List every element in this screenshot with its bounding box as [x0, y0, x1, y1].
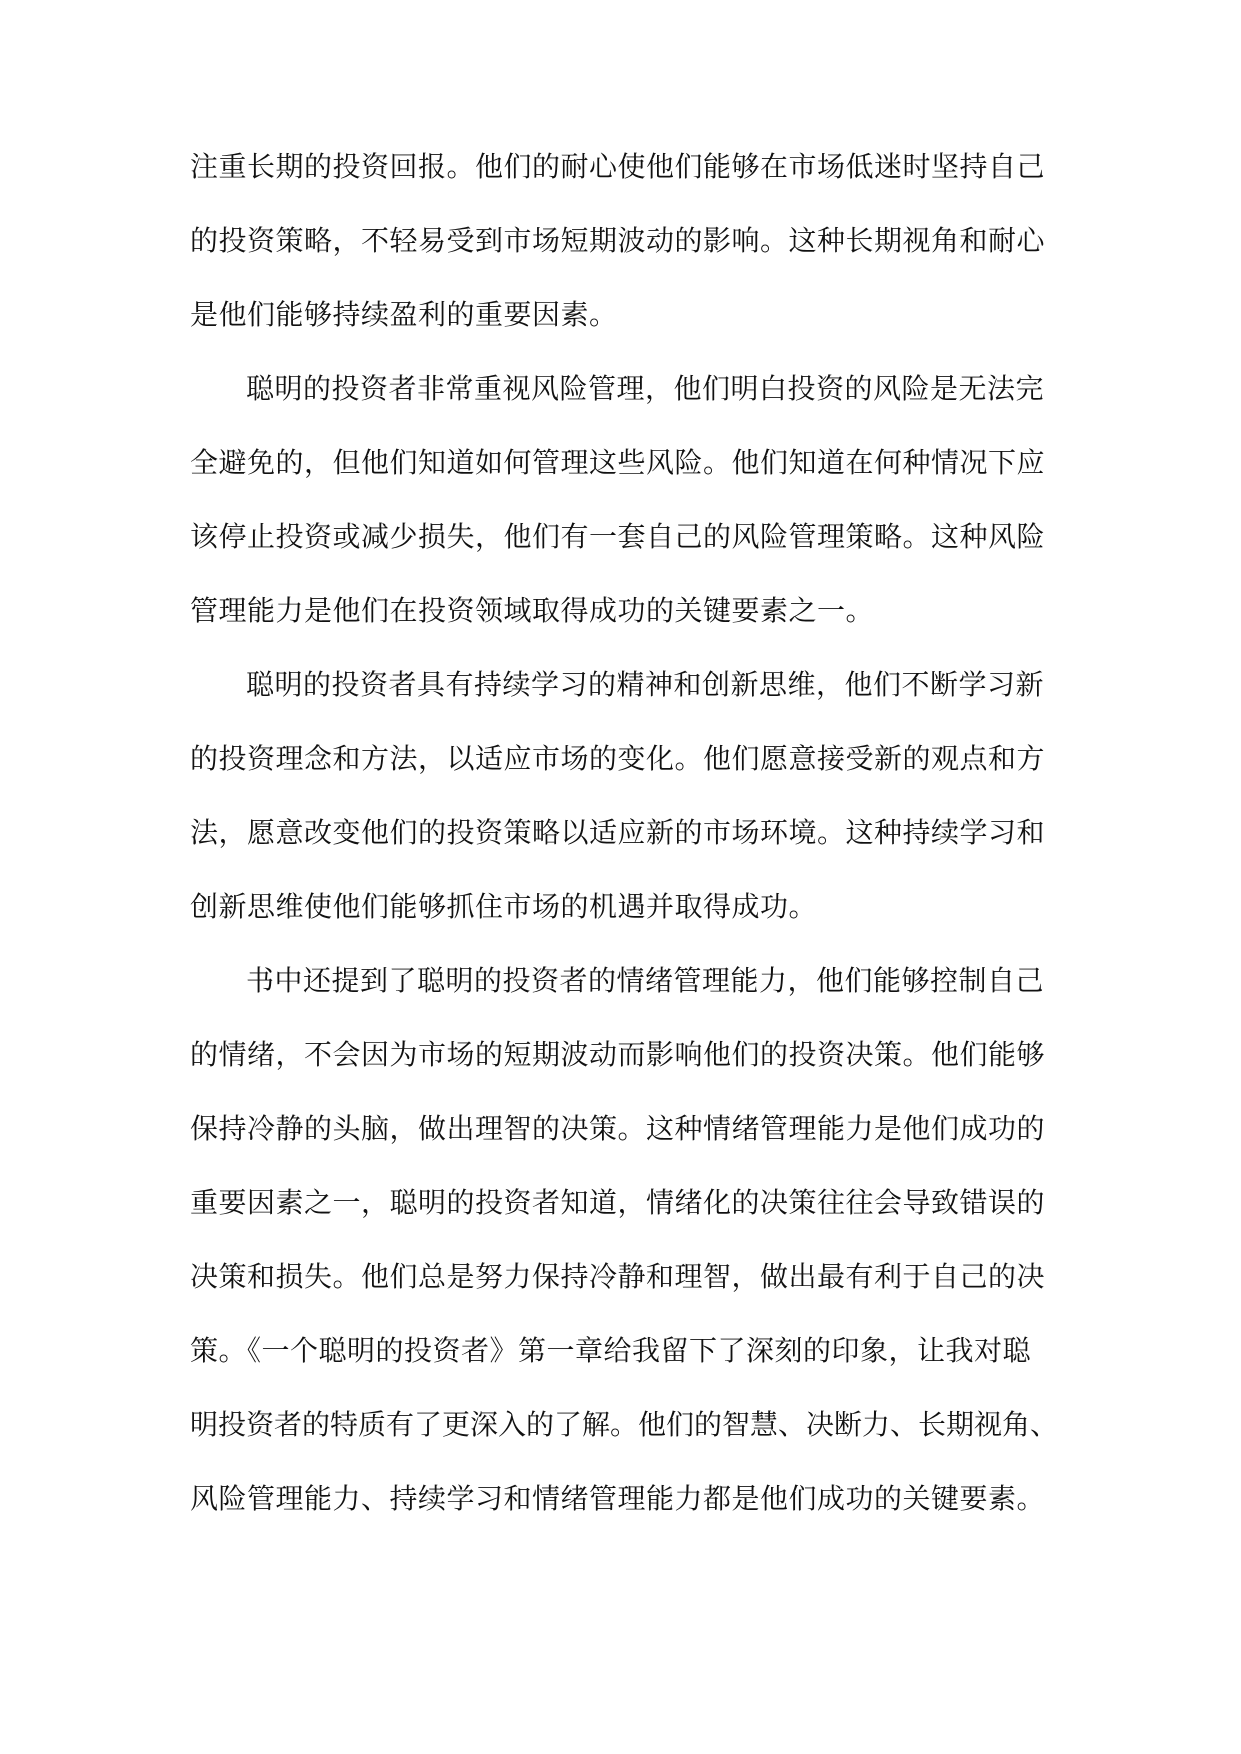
text-line: 注重长期的投资回报。他们的耐心使他们能够在市场低迷时坚持自己	[190, 150, 1046, 183]
text-line: 的投资策略，不轻易受到市场短期波动的影响。这种长期视角和耐心	[190, 224, 1046, 257]
paragraph-first-line: 聪明的投资者具有持续学习的精神和创新思维，他们不断学习新	[246, 668, 1045, 701]
text-line: 策。《一个聪明的投资者》第一章给我留下了深刻的印象，让我对聪	[190, 1334, 1032, 1367]
text-line: 法，愿意改变他们的投资策略以适应新的市场环境。这种持续学习和	[190, 816, 1046, 849]
text-line: 管理能力是他们在投资领域取得成功的关键要素之一。	[190, 594, 875, 627]
text-line: 全避免的，但他们知道如何管理这些风险。他们知道在何种情况下应	[190, 446, 1046, 479]
text-line: 创新思维使他们能够抓住市场的机遇并取得成功。	[190, 890, 818, 923]
paragraph-first-line: 书中还提到了聪明的投资者的情绪管理能力，他们能够控制自己	[246, 964, 1045, 997]
text-line: 决策和损失。他们总是努力保持冷静和理智，做出最有利于自己的决	[190, 1260, 1046, 1293]
text-line: 是他们能够持续盈利的重要因素。	[190, 298, 618, 331]
paragraph-first-line: 聪明的投资者非常重视风险管理，他们明白投资的风险是无法完	[246, 372, 1045, 405]
text-line: 风险管理能力、持续学习和情绪管理能力都是他们成功的关键要素。	[190, 1482, 1046, 1515]
text-line: 明投资者的特质有了更深入的了解。他们的智慧、决断力、长期视角、	[190, 1408, 1059, 1441]
document-body	[190, 130, 1060, 1536]
text-line: 的投资理念和方法，以适应市场的变化。他们愿意接受新的观点和方	[190, 742, 1046, 775]
text-line: 重要因素之一，聪明的投资者知道，情绪化的决策往往会导致错误的	[190, 1186, 1046, 1219]
text-line: 的情绪，不会因为市场的短期波动而影响他们的投资决策。他们能够	[190, 1038, 1046, 1071]
text-line: 该停止投资或减少损失，他们有一套自己的风险管理策略。这种风险	[190, 520, 1046, 553]
text-line: 保持冷静的头脑，做出理智的决策。这种情绪管理能力是他们成功的	[190, 1112, 1046, 1145]
